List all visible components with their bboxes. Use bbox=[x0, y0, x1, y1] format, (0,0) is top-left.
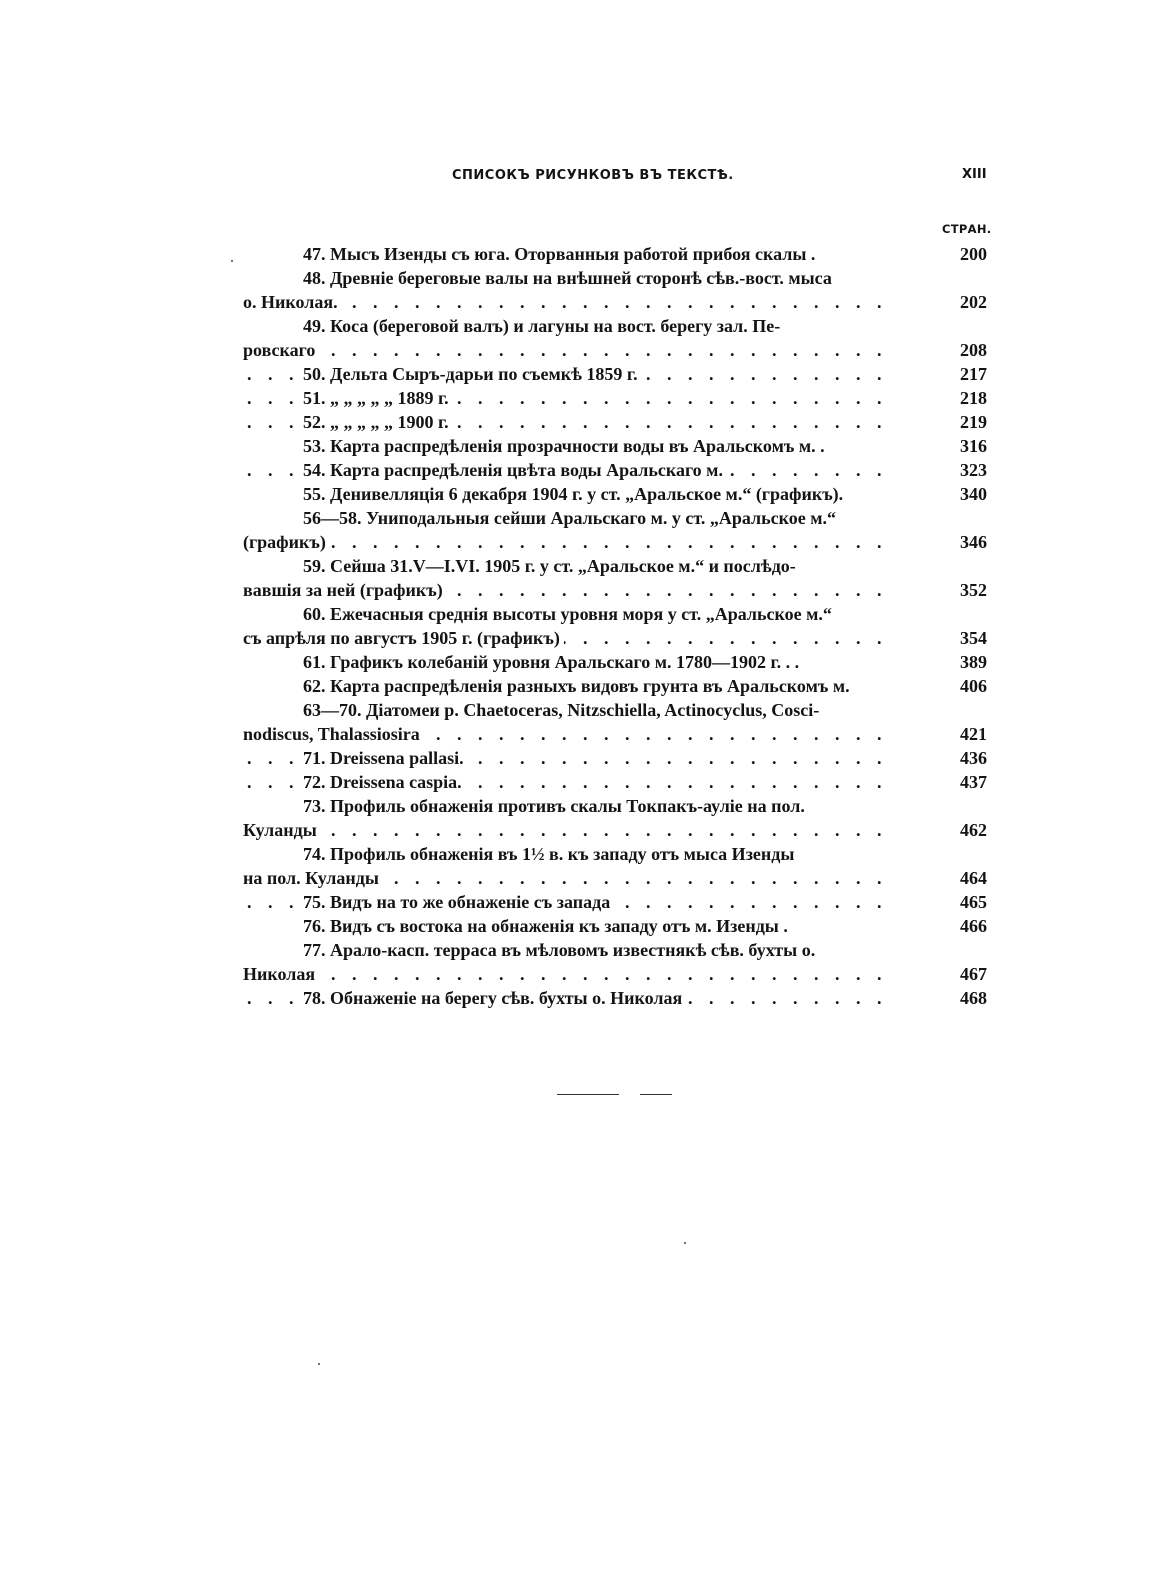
figure-entry-line bbox=[243, 818, 993, 842]
figure-entry-text-wrap bbox=[243, 866, 891, 890]
figure-entry-text-wrap bbox=[243, 626, 891, 650]
figure-entry-line bbox=[243, 866, 993, 890]
figure-entry-text: 62. Карта распредѣленія разныхъ видовъ грунта въ Аральскомъ м. bbox=[303, 676, 854, 696]
figure-entry-page: 200 bbox=[960, 244, 987, 264]
figure-entry-page: 218 bbox=[960, 388, 987, 408]
figure-entry-text: Куланды bbox=[243, 820, 321, 840]
figure-entry-text: 76. Видъ съ востока на обнаженія къ западу отъ м. Изенды . bbox=[303, 916, 792, 936]
figure-entry-page: 389 bbox=[960, 652, 987, 672]
figure-entry-text: 73. Профиль обнаженія противъ скалы Токпакъ-ауліе на пол. bbox=[303, 796, 809, 816]
figure-entry-line bbox=[243, 650, 993, 674]
figure-entry-page: 437 bbox=[960, 772, 987, 792]
figure-entry-page: 466 bbox=[960, 916, 987, 936]
running-title: СПИСОКЪ РИСУНКОВЪ ВЪ ТЕКСТѢ. bbox=[452, 168, 734, 183]
figure-entry-line bbox=[243, 458, 993, 482]
figure-entry-text-wrap bbox=[243, 746, 891, 770]
figure-entry-line bbox=[243, 386, 993, 410]
figure-entry-line bbox=[243, 242, 993, 266]
figure-list bbox=[243, 242, 993, 1010]
figure-entry-text-wrap bbox=[243, 482, 891, 506]
figure-entry-line bbox=[243, 506, 993, 530]
figure-entry-text: 56—58. Униподальныя сейши Аральскаго м. у ст. „Аральское м.“ bbox=[303, 508, 840, 528]
figure-entry-text: о. Николая. bbox=[243, 292, 342, 312]
figure-entry-line bbox=[243, 962, 993, 986]
figure-entry-text: 54. Карта распредѣленія цвѣта воды Аральскаго м. bbox=[303, 460, 727, 480]
figure-entry-line bbox=[243, 362, 993, 386]
figure-entry-text: 74. Профиль обнаженія въ 1½ в. къ западу отъ мыса Изенды bbox=[303, 844, 798, 864]
figure-entry-text-wrap bbox=[243, 818, 891, 842]
paper-speck bbox=[318, 1363, 320, 1365]
figure-entry-page: 406 bbox=[960, 676, 987, 696]
figure-entry-page: 436 bbox=[960, 748, 987, 768]
figure-entry-text: 59. Сейша 31.V—I.VI. 1905 г. у ст. „Аральское м.“ и послѣдо- bbox=[303, 556, 800, 576]
figure-entry-text-wrap bbox=[243, 386, 891, 410]
figure-entry-text-wrap bbox=[243, 314, 891, 338]
figure-entry-line bbox=[243, 794, 993, 818]
figure-entry-text-wrap bbox=[243, 362, 891, 386]
figure-entry-text: 48. Древніе береговые валы на внѣшней сторонѣ сѣв.-вост. мыса bbox=[303, 268, 836, 288]
figure-entry-line bbox=[243, 434, 993, 458]
figure-entry-text: nodiscus, Thalassiosira bbox=[243, 724, 424, 744]
end-rule-right bbox=[640, 1094, 672, 1095]
figure-entry-text-wrap bbox=[243, 338, 891, 362]
figure-entry-text: 71. Dreissena pallasi. bbox=[303, 748, 468, 768]
figure-entry-page: 354 bbox=[960, 628, 987, 648]
figure-entry-line bbox=[243, 722, 993, 746]
figure-entry-page: 217 bbox=[960, 364, 987, 384]
figure-entry-page: 465 bbox=[960, 892, 987, 912]
figure-entry-line bbox=[243, 482, 993, 506]
figure-entry-text-wrap bbox=[243, 578, 891, 602]
figure-entry-page: 219 bbox=[960, 412, 987, 432]
figure-entry-text: 47. Мысъ Изенды съ юга. Оторванныя работой прибоя скалы . bbox=[303, 244, 819, 264]
figure-entry-text: 52. „ „ „ „ „ 1900 г. bbox=[303, 412, 453, 432]
figure-entry-text: съ апрѣля по августъ 1905 г. (графикъ) bbox=[243, 628, 564, 648]
figure-entry-line bbox=[243, 938, 993, 962]
figure-entry-text-wrap bbox=[243, 290, 891, 314]
figure-entry-page: 467 bbox=[960, 964, 987, 984]
figure-entry-line bbox=[243, 410, 993, 434]
paper-speck bbox=[684, 1242, 686, 1244]
figure-entry-page: 208 bbox=[960, 340, 987, 360]
figure-entry-page: 464 bbox=[960, 868, 987, 888]
figure-entry-text: 53. Карта распредѣленія прозрачности воды въ Аральскомъ м. . bbox=[303, 436, 829, 456]
figure-entry-line bbox=[243, 914, 993, 938]
figure-entry-text-wrap bbox=[243, 794, 891, 818]
figure-entry-text-wrap bbox=[243, 938, 891, 962]
end-rule-left bbox=[557, 1094, 619, 1095]
figure-entry-text-wrap bbox=[243, 410, 891, 434]
figure-entry-text: Николая bbox=[243, 964, 319, 984]
figure-entry-text-wrap bbox=[243, 650, 891, 674]
figure-entry-line bbox=[243, 674, 993, 698]
figure-entry-text: 50. Дельта Сыръ-дарьи по съемкѣ 1859 г. bbox=[303, 364, 642, 384]
figure-entry-text: 51. „ „ „ „ „ 1889 г. bbox=[303, 388, 453, 408]
figure-entry-text: вавшія за ней (графикъ) bbox=[243, 580, 447, 600]
figure-entry-line bbox=[243, 314, 993, 338]
figure-entry-text-wrap bbox=[243, 842, 891, 866]
figure-entry-line bbox=[243, 986, 993, 1010]
figure-entry-line bbox=[243, 602, 993, 626]
figure-entry-text-wrap bbox=[243, 242, 891, 266]
figure-entry-text: 55. Денивелляція 6 декабря 1904 г. у ст. „Аральское м.“ (графикъ). bbox=[303, 484, 847, 504]
figure-entry-page: 462 bbox=[960, 820, 987, 840]
figure-entry-text-wrap bbox=[243, 770, 891, 794]
page-column-label: СТРАН. bbox=[942, 222, 992, 236]
figure-entry-line bbox=[243, 890, 993, 914]
figure-entry-text-wrap bbox=[243, 722, 891, 746]
figure-entry-text: 49. Коса (береговой валъ) и лагуны на вост. берегу зал. Пе- bbox=[303, 316, 784, 336]
figure-entry-line bbox=[243, 842, 993, 866]
figure-entry-text-wrap bbox=[243, 434, 891, 458]
figure-entry-text-wrap bbox=[243, 962, 891, 986]
figure-entry-text: на пол. Куланды bbox=[243, 868, 383, 888]
figure-entry-line bbox=[243, 578, 993, 602]
figure-entry-text-wrap bbox=[243, 674, 891, 698]
figure-entry-page: 316 bbox=[960, 436, 987, 456]
figure-entry-text: 63—70. Діатомеи p. Chaetoceras, Nitzschiella, Actinocyclus, Cosci- bbox=[303, 700, 823, 720]
figure-entry-text: 72. Dreissena caspia. bbox=[303, 772, 466, 792]
figure-entry-text-wrap bbox=[243, 266, 891, 290]
figure-entry-text-wrap bbox=[243, 506, 891, 530]
figure-entry-text: ровскаго bbox=[243, 340, 319, 360]
figure-entry-text: 60. Ежечасныя среднія высоты уровня моря у ст. „Аральское м.“ bbox=[303, 604, 836, 624]
paper-speck bbox=[231, 260, 233, 262]
figure-entry-page: 340 bbox=[960, 484, 987, 504]
figure-entry-text: 75. Видъ на то же обнаженіе съ запада bbox=[303, 892, 614, 912]
figure-entry-line bbox=[243, 770, 993, 794]
figure-entry-text-wrap bbox=[243, 458, 891, 482]
figure-entry-line bbox=[243, 554, 993, 578]
figure-entry-line bbox=[243, 290, 993, 314]
figure-entry-text-wrap bbox=[243, 986, 891, 1010]
figure-entry-line bbox=[243, 338, 993, 362]
figure-entry-page: 202 bbox=[960, 292, 987, 312]
figure-entry-line bbox=[243, 530, 993, 554]
figure-entry-line bbox=[243, 266, 993, 290]
figure-entry-text-wrap bbox=[243, 530, 891, 554]
figure-entry-page: 323 bbox=[960, 460, 987, 480]
figure-entry-page: 421 bbox=[960, 724, 987, 744]
figure-entry-text: (графикъ) bbox=[243, 532, 330, 552]
figure-entry-text-wrap bbox=[243, 602, 891, 626]
figure-entry-line bbox=[243, 626, 993, 650]
figure-entry-text: 77. Арало-касп. терраса въ мѣловомъ известнякѣ сѣв. бухты о. bbox=[303, 940, 819, 960]
figure-entry-text-wrap bbox=[243, 914, 891, 938]
page-number: XIII bbox=[962, 167, 987, 182]
figure-entry-text-wrap bbox=[243, 890, 891, 914]
figure-entry-page: 468 bbox=[960, 988, 987, 1008]
figure-entry-page: 352 bbox=[960, 580, 987, 600]
figure-entry-text: 61. Графикъ колебаній уровня Аральскаго м. 1780—1902 г. . . bbox=[303, 652, 803, 672]
figure-entry-line bbox=[243, 698, 993, 722]
figure-entry-line bbox=[243, 746, 993, 770]
figure-entry-page: 346 bbox=[960, 532, 987, 552]
figure-entry-text: 78. Обнаженіе на берегу сѣв. бухты о. Николая bbox=[303, 988, 686, 1008]
figure-entry-text-wrap bbox=[243, 554, 891, 578]
figure-entry-text-wrap bbox=[243, 698, 891, 722]
